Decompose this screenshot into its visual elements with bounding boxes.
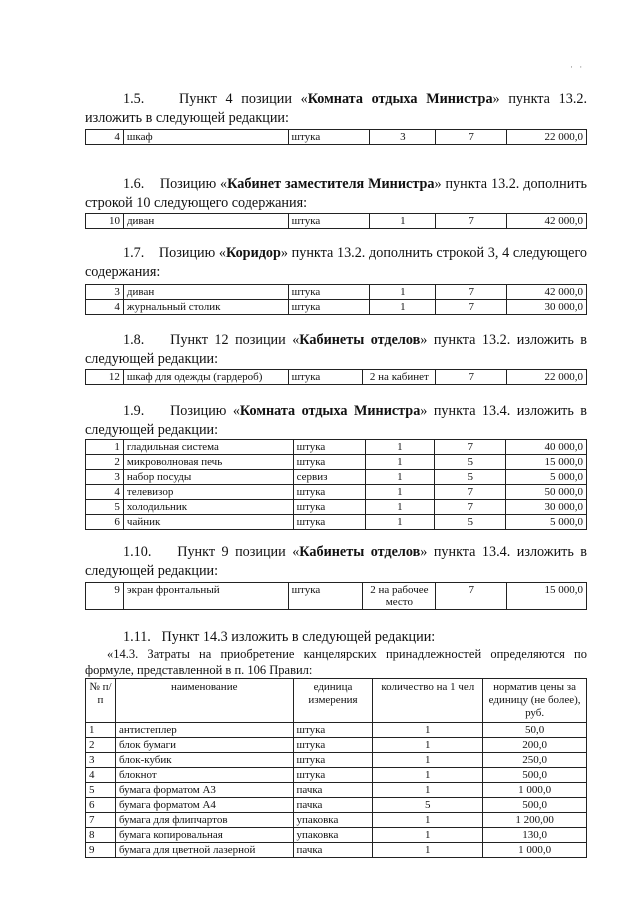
item-name: телевизор (123, 485, 293, 500)
price: 1 200,00 (483, 813, 587, 828)
quantity: 1 (373, 753, 483, 768)
section-1-5 (85, 90, 587, 128)
item-name: холодильник (123, 500, 293, 515)
row-number: 3 (86, 753, 116, 768)
table-row (86, 440, 587, 455)
unit: штука (293, 500, 365, 515)
item-name: чайник (123, 515, 293, 530)
unit: штука (293, 768, 373, 783)
section-text: » пункта 13.2. дополнить строкой 3, 4 следующего содержания: (85, 245, 588, 280)
quantity: 1 (365, 440, 435, 455)
section-text: » пункта 13.2. изложить в следующей редакции: (85, 332, 588, 367)
page-mark: · · (570, 62, 585, 72)
unit: сервиз (293, 470, 365, 485)
price: 40 000,0 (506, 440, 587, 455)
item-name: антистеплер (115, 723, 293, 738)
section-text: Пункт 14.3 изложить в следующей редакции: (161, 629, 436, 645)
table-row (86, 843, 587, 858)
section-number: 1.5. (123, 91, 145, 107)
table-row (86, 515, 587, 530)
item-name: диван (123, 285, 288, 300)
row-number: 6 (86, 798, 116, 813)
unit: штука (293, 753, 373, 768)
item-name: бумага копировальная (115, 828, 293, 843)
section-text: » пункта 13.2. изложить в следующей редакции: (85, 91, 588, 126)
position-name: Коридор (226, 245, 281, 261)
unit: штука (288, 300, 370, 315)
quantity: 1 (373, 783, 483, 798)
item-name: блокнот (115, 768, 293, 783)
table-row (86, 470, 587, 485)
quantity: 5 (373, 798, 483, 813)
row-number: 7 (86, 813, 116, 828)
item-name: блок бумаги (115, 738, 293, 753)
service-years: 7 (436, 300, 507, 315)
unit: штука (293, 440, 365, 455)
section-1-10 (85, 543, 587, 581)
service-years: 5 (435, 470, 506, 485)
table-row (86, 370, 587, 385)
position-name: Комната отдыха Министра (307, 91, 493, 107)
item-name: диван (123, 214, 288, 229)
table-row (86, 723, 587, 738)
section-number: 1.8. (123, 332, 145, 348)
price: 22 000,0 (507, 130, 587, 145)
quantity: 1 (365, 515, 435, 530)
service-years: 7 (435, 500, 506, 515)
section-1-11 (85, 628, 587, 647)
item-name: бумага для цветной лазерной (115, 843, 293, 858)
table-1-9 (85, 439, 587, 530)
price: 15 000,0 (506, 455, 587, 470)
table-row (86, 738, 587, 753)
table-1-5 (85, 129, 587, 145)
unit: пачка (293, 783, 373, 798)
section-text: Позицию « (159, 176, 228, 192)
header-name: наименование (115, 679, 293, 723)
service-years: 5 (435, 515, 506, 530)
section-text: Пункт 12 позиции « (170, 332, 300, 348)
item-name: блок-кубик (115, 753, 293, 768)
quantity: 1 (373, 768, 483, 783)
row-number: 8 (86, 828, 116, 843)
row-number: 2 (86, 455, 124, 470)
row-number: 10 (86, 214, 124, 229)
table-row (86, 214, 587, 229)
quantity: 1 (365, 470, 435, 485)
quantity: 1 (373, 813, 483, 828)
quantity: 1 (370, 300, 436, 315)
unit: упаковка (293, 813, 373, 828)
row-number: 3 (86, 470, 124, 485)
unit: штука (288, 285, 370, 300)
table-header-row (86, 679, 587, 723)
unit: штука (293, 455, 365, 470)
row-number: 4 (86, 130, 124, 145)
table-1-8 (85, 369, 587, 385)
price: 5 000,0 (506, 515, 587, 530)
service-years: 5 (435, 455, 506, 470)
price: 1 000,0 (483, 783, 587, 798)
unit: штука (293, 723, 373, 738)
section-text: » пункта 13.4. изложить в следующей редакции: (85, 403, 587, 438)
row-number: 2 (86, 738, 116, 753)
section-1-9 (85, 402, 587, 440)
price: 22 000,0 (507, 370, 587, 385)
item-name: гладильная система (123, 440, 293, 455)
price: 42 000,0 (507, 285, 587, 300)
price: 130,0 (483, 828, 587, 843)
row-number: 6 (86, 515, 124, 530)
row-number: 1 (86, 723, 116, 738)
unit: штука (293, 515, 365, 530)
price: 50 000,0 (506, 485, 587, 500)
section-number: 1.11. (123, 629, 151, 645)
table-row (86, 455, 587, 470)
service-years: 7 (436, 285, 507, 300)
section-number: 1.6. (123, 176, 145, 192)
quantity: 1 (373, 738, 483, 753)
row-number: 9 (86, 583, 124, 610)
table-row (86, 828, 587, 843)
item-name: бумага для флипчартов (115, 813, 293, 828)
quantity: 1 (370, 214, 436, 229)
table-1-10 (85, 582, 587, 610)
position-name: Кабинет заместителя Министра (227, 176, 435, 192)
table-row (86, 285, 587, 300)
price: 50,0 (483, 723, 587, 738)
unit: штука (293, 485, 365, 500)
item-name: набор посуды (123, 470, 293, 485)
section-number: 1.7. (123, 245, 145, 261)
price: 5 000,0 (506, 470, 587, 485)
table-1-11 (85, 678, 587, 858)
quantity: 1 (370, 285, 436, 300)
table-row (86, 753, 587, 768)
unit: пачка (293, 843, 373, 858)
table-1-7 (85, 284, 587, 315)
row-number: 9 (86, 843, 116, 858)
position-name: Комната отдыха Министра (239, 403, 421, 419)
price: 1 000,0 (483, 843, 587, 858)
table-row (86, 583, 587, 610)
section-1-7 (85, 244, 587, 282)
table-row (86, 798, 587, 813)
quantity: 1 (373, 828, 483, 843)
row-number: 12 (86, 370, 124, 385)
price: 30 000,0 (507, 300, 587, 315)
unit: пачка (293, 798, 373, 813)
row-number: 4 (86, 300, 124, 315)
price: 30 000,0 (506, 500, 587, 515)
price: 500,0 (483, 768, 587, 783)
table-row (86, 500, 587, 515)
item-name: шкаф (123, 130, 288, 145)
item-name: экран фронтальный (123, 583, 288, 610)
table-row (86, 130, 587, 145)
table-row (86, 300, 587, 315)
item-name: бумага форматом А4 (115, 798, 293, 813)
price: 500,0 (483, 798, 587, 813)
item-name: журнальный столик (123, 300, 288, 315)
service-years: 7 (435, 440, 506, 455)
unit: штука (288, 583, 363, 610)
row-number: 4 (86, 485, 124, 500)
section-text: Позицию « (170, 403, 240, 419)
section-number: 1.9. (123, 403, 145, 419)
item-name: бумага форматом А3 (115, 783, 293, 798)
table-1-6 (85, 213, 587, 229)
quantity: 1 (373, 843, 483, 858)
service-years: 7 (436, 130, 507, 145)
service-years: 7 (436, 214, 507, 229)
section-text: » пункта 13.2. дополнить строкой 10 следующего содержания: (85, 176, 587, 211)
table-row (86, 783, 587, 798)
quantity: 3 (370, 130, 436, 145)
unit: штука (288, 130, 370, 145)
header-price: норматив цены за единицу (не более), руб. (483, 679, 587, 723)
unit: штука (288, 370, 363, 385)
row-number: 3 (86, 285, 124, 300)
header-number: № п/п (86, 679, 116, 723)
section-text: » пункта 13.4. изложить в следующей редакции: (85, 544, 588, 579)
row-number: 5 (86, 500, 124, 515)
section-text: Пункт 9 позиции « (177, 544, 300, 560)
header-unit: единица измерения (293, 679, 373, 723)
section-1-8 (85, 331, 587, 369)
quantity: 1 (365, 455, 435, 470)
service-years: 7 (435, 485, 506, 500)
item-name: шкаф для одежды (гардероб) (123, 370, 288, 385)
price: 15 000,0 (507, 583, 587, 610)
unit: штука (293, 738, 373, 753)
row-number: 5 (86, 783, 116, 798)
price: 200,0 (483, 738, 587, 753)
quantity: 1 (365, 485, 435, 500)
section-text: Позицию « (158, 245, 226, 261)
table-row (86, 485, 587, 500)
quantity: 2 на рабочее место (363, 583, 436, 610)
table-row (86, 768, 587, 783)
quantity: 1 (365, 500, 435, 515)
table-row (86, 813, 587, 828)
quote-text: «14.3. Затраты на приобретение канцелярских принадлежностей определяются по формуле, представленной в п. 106 Правил: (85, 647, 587, 677)
section-number: 1.10. (123, 544, 152, 560)
unit: штука (288, 214, 370, 229)
section-1-6 (85, 175, 587, 213)
price: 250,0 (483, 753, 587, 768)
unit: упаковка (293, 828, 373, 843)
price: 42 000,0 (507, 214, 587, 229)
row-number: 4 (86, 768, 116, 783)
row-number: 1 (86, 440, 124, 455)
section-text: Пункт 4 позиции « (178, 91, 308, 107)
quantity: 1 (373, 723, 483, 738)
position-name: Кабинеты отделов (299, 332, 421, 348)
service-years: 7 (436, 583, 507, 610)
quote-paragraph (85, 646, 587, 678)
quantity: 2 на кабинет (363, 370, 436, 385)
item-name: микроволновая печь (123, 455, 293, 470)
service-years: 7 (436, 370, 507, 385)
header-quantity: количество на 1 чел (373, 679, 483, 723)
position-name: Кабинеты отделов (299, 544, 421, 560)
